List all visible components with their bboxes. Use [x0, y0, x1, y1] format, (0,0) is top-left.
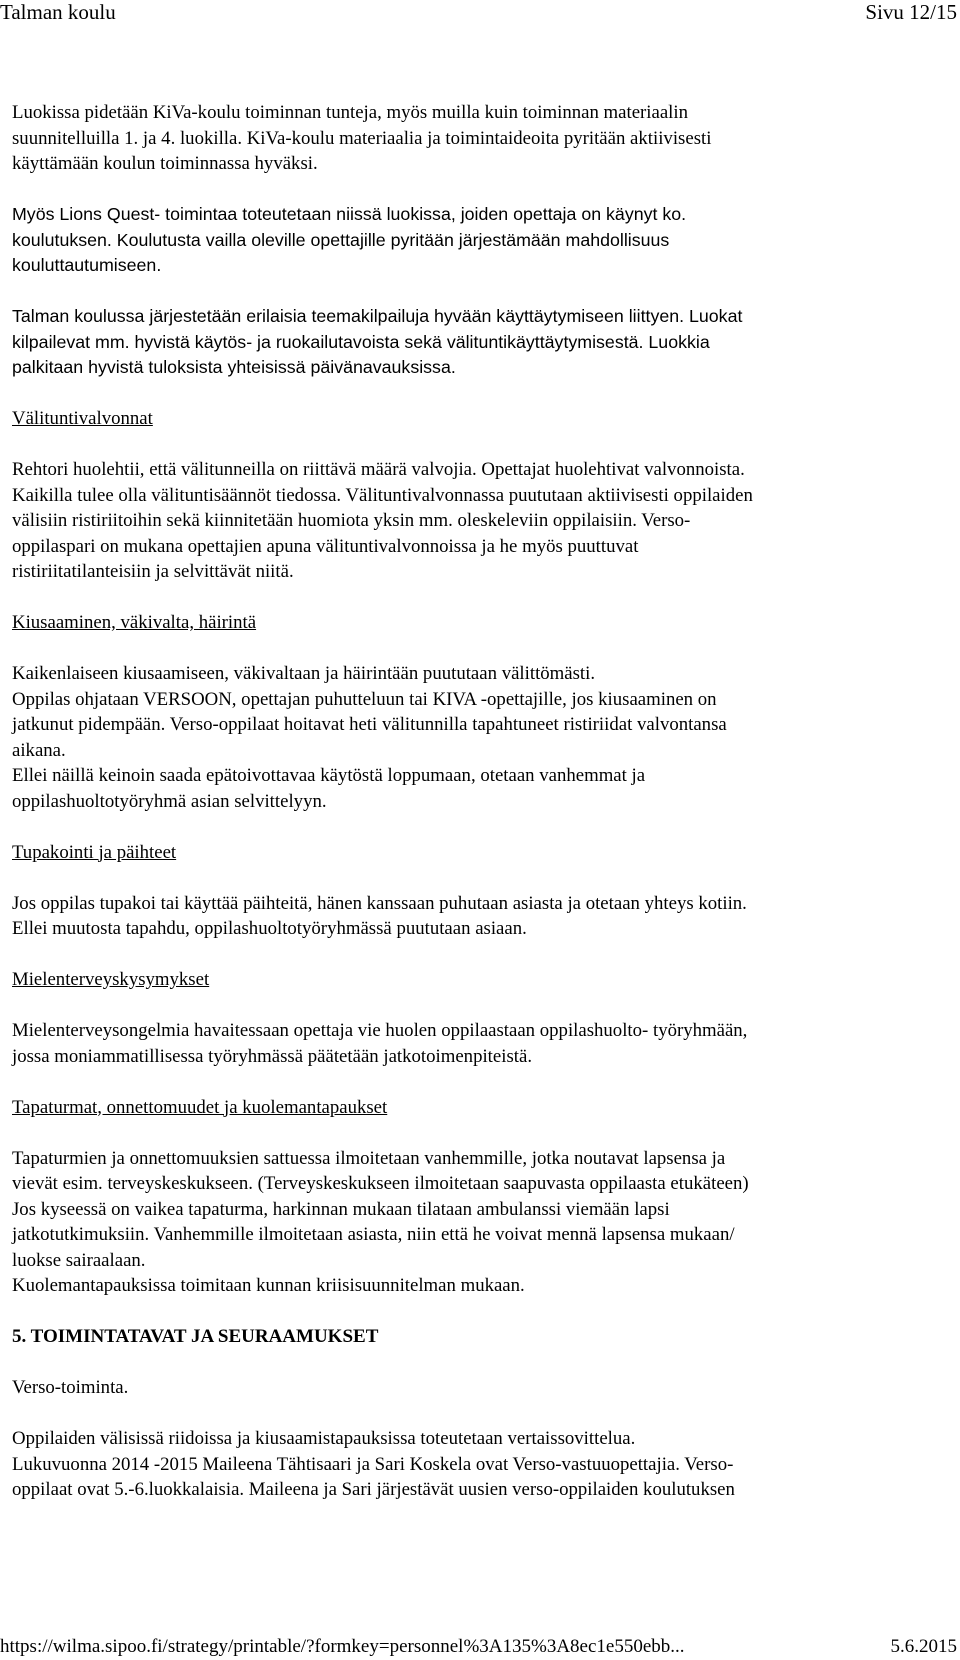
text-line: Ellei näillä keinoin saada epätoivottavaa käytöstä loppumaan, otetaan vanhemmat ja [12, 765, 646, 786]
document-body [12, 100, 952, 1503]
heading-mielenterveys: Mielenterveyskysymykset [12, 969, 210, 990]
heading-tupakointi: Tupakointi ja päihteet [12, 841, 177, 863]
text-line: Luokissa pidetään KiVa-koulu toiminnan tunteja, myös muilla kuin toiminnan materiaalin [12, 102, 688, 123]
page-footer [0, 1636, 960, 1660]
paragraph-kiva [12, 100, 952, 177]
page-header [0, 0, 960, 28]
text-line: Jos kyseessä on vaikea tapaturma, harkinnan mukaan tilataan ambulanssi viemään lapsi [12, 1198, 670, 1220]
text-line: käyttämään koulun toiminnassa hyväksi. [12, 153, 318, 174]
heading-valituntivalvonnat: Välituntivalvonnat [12, 408, 153, 429]
paragraph-lions-quest [12, 202, 952, 279]
text-line: välisiin ristiriitoihin sekä kiinnitetään huomiota yksin mm. oleskeleviin oppilaisiin. Verso- [12, 510, 691, 531]
text-line: Kuolemantapauksissa toimitaan kunnan kriisisuunnitelman mukaan. [12, 1275, 525, 1296]
text-line: Jos oppilas tupakoi tai käyttää päihteitä, hänen kanssaan puhutaan asiasta ja otetaan yhteys kotiin. [12, 892, 747, 914]
paragraph-kiusaaminen [12, 661, 952, 814]
text-line: Rehtori huolehtii, että välitunneilla on riittävä määrä valvojia. Opettajat huolehtivat valvonnoista. [12, 459, 745, 480]
text-line: oppilashuoltotyöryhmä asian selvittelyyn. [12, 790, 327, 812]
text-line: Tapaturmien ja onnettomuuksien sattuessa ilmoitetaan vanhemmille, jotka noutavat lapsensa ja [12, 1147, 726, 1169]
heading-kiusaaminen: Kiusaaminen, väkivalta, häirintä [12, 612, 257, 633]
text-line: ristiriitatilanteisiin ja selvittävät niitä. [12, 561, 294, 582]
text-line: Kaikenlaiseen kiusaamiseen, väkivaltaan ja häirintään puututaan välittömästi. [12, 663, 596, 684]
heading-tapaturmat: Tapaturmat, onnettomuudet ja kuolemantapaukset [12, 1096, 388, 1118]
text-line: Lukuvuonna 2014 -2015 Maileena Tähtisaari ja Sari Koskela ovat Verso-vastuuopettajia. Verso- [12, 1453, 734, 1475]
text-line: palkitaan hyvistä tuloksista yhteisissä päivänavauksissa. [12, 357, 456, 377]
text-line: oppilaat ovat 5.-6.luokkalaisia. Maileena ja Sari järjestävät uusien verso-oppilaiden koulutuksen [12, 1479, 735, 1500]
paragraph-verso [12, 1426, 952, 1503]
text-line: aikana. [12, 739, 66, 761]
text-line: kilpailevat mm. hyvistä käytös- ja ruokailutavoista sekä välituntikäyttäytymisestä. Luokkia [12, 331, 710, 352]
text-line: jatkotutkimuksiin. Vanhemmille ilmoitetaan asiasta, niin että he voivat mennä lapsensa mukaan/ [12, 1224, 735, 1245]
text-verso-toiminta: Verso-toiminta. [12, 1377, 129, 1398]
paragraph-teemakilpailut [12, 304, 952, 381]
text-line: vievät esim. terveyskeskukseen. (Terveyskeskukseen ilmoitetaan saapuvasta oppilaasta etukäteen) [12, 1173, 749, 1194]
footer-date: 5.6.2015 [890, 1636, 957, 1657]
footer-url: https://wilma.sipoo.fi/strategy/printable/?formkey=personnel%3A135%3A8ec1e550ebb... [0, 1636, 685, 1657]
text-line: suunnitelluilla 1. ja 4. luokilla. KiVa-koulu materiaalia ja toimintaideoita pyritään aktiivisesti [12, 127, 712, 149]
text-line: Myös Lions Quest- toimintaa toteutetaan niissä luokissa, joiden opettaja on käynyt ko. [12, 204, 687, 224]
text-line: oppilaspari on mukana opettajien apuna välituntivalvonnoissa ja he myös puuttuvat [12, 535, 639, 557]
header-school-name: Talman koulu [0, 0, 116, 24]
text-line: Talman koulussa järjestetään erilaisia teemakilpailuja hyvään käyttäytymiseen liittyen. Luokat [12, 306, 743, 326]
text-line: Oppilaiden välisissä riidoissa ja kiusaamistapauksissa toteutetaan vertaissovittelua. [12, 1428, 636, 1449]
text-line: Ellei muutosta tapahdu, oppilashuoltotyöryhmässä puututaan asiaan. [12, 918, 527, 939]
text-line: kouluttautumiseen. [12, 255, 162, 275]
text-line: luokse sairaalaan. [12, 1249, 146, 1271]
text-line: jatkunut pidempään. Verso-oppilaat hoitavat heti välitunnilla tapahtuneet ristiriidat valvontansa [12, 714, 727, 735]
text-line: jossa moniammatillisessa työryhmässä päätetään jatkotoimenpiteistä. [12, 1045, 533, 1067]
text-line: Kaikilla tulee olla välituntisäännöt tiedossa. Välituntivalvonnassa puututaan aktiivisesti oppilaiden [12, 484, 753, 506]
header-page-number: Sivu 12/15 [865, 0, 957, 24]
paragraph-tupakointi [12, 891, 952, 942]
text-line: koulutuksen. Koulutusta vailla oleville opettajille pyritään järjestämään mahdollisuus [12, 229, 670, 250]
paragraph-tapaturmat [12, 1146, 952, 1299]
paragraph-mielenterveys [12, 1018, 952, 1069]
text-line: Oppilas ohjataan VERSOON, opettajan puhutteluun tai KIVA -opettajille, jos kiusaaminen on [12, 688, 717, 710]
paragraph-valituntivalvonnat [12, 457, 952, 585]
text-line: Mielenterveysongelmia havaitessaan opettaja vie huolen oppilaastaan oppilashuolto- työryhmään, [12, 1020, 748, 1041]
heading-section-5: 5. TOIMINTATAVAT JA SEURAAMUKSET [12, 1326, 379, 1347]
